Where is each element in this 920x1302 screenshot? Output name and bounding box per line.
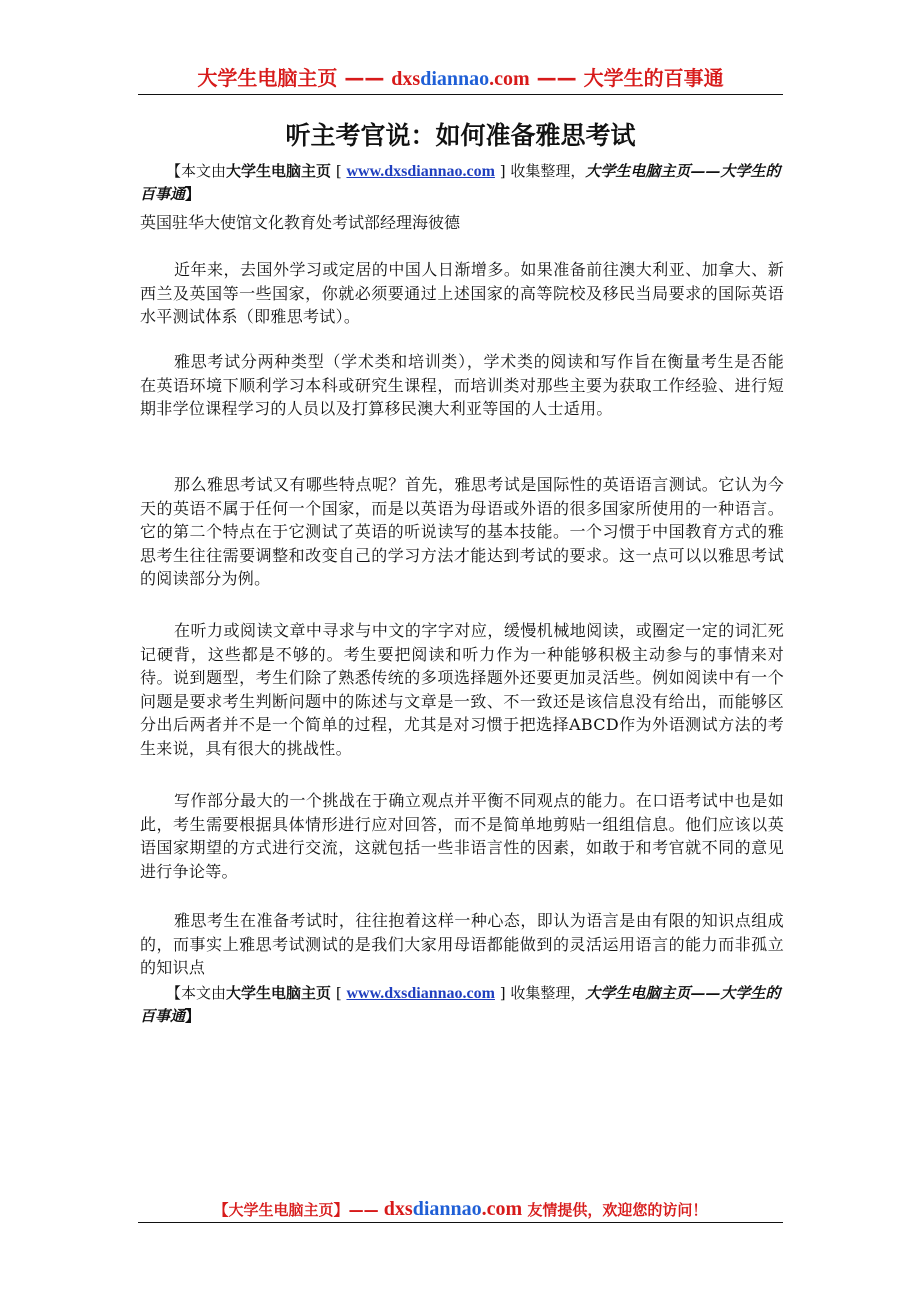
note-bracket: [ xyxy=(335,984,342,1002)
note-bracket: ] xyxy=(499,162,506,180)
paragraph: 近年来，去国外学习或定居的中国人日渐增多。如果准备前往澳大利亚、加拿大、新西兰及英国等一些国家，你就必须要通过上述国家的高等院校及移民当局要求的国际英语水平测试体系（即雅思考试）。 xyxy=(140,260,784,326)
header-domain-part-c: .com xyxy=(489,68,530,90)
source-note-bottom xyxy=(140,982,790,1028)
note-close: 】 xyxy=(185,185,201,203)
site-footer xyxy=(138,1198,783,1221)
note-brand: 大学生电脑主页 xyxy=(226,162,332,180)
header-slogan: 大学生的百事通 xyxy=(583,66,724,90)
footer-brand: 【大学生电脑主页】 xyxy=(213,1201,349,1219)
source-note-top xyxy=(140,160,790,206)
note-collected: 收集整理， xyxy=(510,162,586,180)
article-author: 英国驻华大使馆文化教育处考试部经理海彼德 xyxy=(140,213,461,232)
note-bracket: ] xyxy=(499,984,506,1002)
source-link[interactable]: www.dxsdiannao.com xyxy=(346,163,495,180)
source-link[interactable]: www.dxsdiannao.com xyxy=(346,985,495,1002)
note-collected: 收集整理， xyxy=(510,984,586,1002)
paragraph: 那么雅思考试又有哪些特点呢？首先，雅思考试是国际性的英语语言测试。它认为今天的英语不属于任何一个国家，而是以英语为母语或外语的很多国家所使用的一种语言。它的第二个特点在于它测试了英语的听说读写的基本技能。一个习惯于中国教育方式的雅思考生往往需要调整和改变自己的学习方法才能达到考试的要求。这一点可以以雅思考试的阅读部分为例。 xyxy=(140,475,784,588)
article-title: 听主考官说：如何准备雅思考试 xyxy=(285,121,636,150)
paragraph: 雅思考生在准备考试时，往往抱着这样一种心态，即认为语言是由有限的知识点组成的，而事实上雅思考试测试的是我们大家用母语都能做到的灵活运用语言的能力而非孤立的知识点 xyxy=(140,911,784,977)
header-separator: —— xyxy=(344,66,385,90)
note-close: 】 xyxy=(185,1007,201,1025)
header-domain-part-b: diannao xyxy=(420,68,490,90)
paragraph: 写作部分最大的一个挑战在于确立观点并平衡不同观点的能力。在口语考试中也是如此，考生需要根据具体情形进行应对回答，而不是简单地剪贴一组组信息。他们应该以英语国家期望的方式进行交流，这就包括一些非语言性的因素，如敢于和考官就不同的意见进行争论等。 xyxy=(140,791,784,881)
note-brand: 大学生电脑主页 xyxy=(226,984,332,1002)
note-slogan: 大学生电脑主页——大学生的百事通 xyxy=(140,162,781,203)
footer-thanks: 友情提供，欢迎您的访问！ xyxy=(527,1201,708,1219)
header-domain-part-a: dxs xyxy=(391,68,421,90)
note-open: 【本文由 xyxy=(166,162,227,180)
note-slogan: 大学生电脑主页——大学生的百事通 xyxy=(140,984,781,1025)
footer-domain-part-a: dxs xyxy=(383,1198,413,1220)
header-brand: 大学生电脑主页 xyxy=(197,66,338,90)
site-header xyxy=(138,62,783,91)
header-separator: —— xyxy=(536,66,577,90)
note-open: 【本文由 xyxy=(166,984,227,1002)
header-rule xyxy=(138,94,783,95)
paragraph: 在听力或阅读文章中寻求与中文的字字对应，缓慢机械地阅读，或圈定一定的词汇死记硬背，这些都是不够的。考生要把阅读和听力作为一种能够积极主动参与的事情来对待。说到题型，考生们除了熟悉传统的多项选择题外还要更加灵活些。例如阅读中有一个问题是要求考生判断问题中的陈述与文章是一致、不一致还是该信息没有给出，而能够区分出后两者并不是一个简单的过程，尤其是对习惯于把选择ABCD作为外语测试方法的考生来说，具有很大的挑战性。 xyxy=(140,621,784,758)
footer-rule xyxy=(138,1222,783,1223)
note-bracket: [ xyxy=(335,162,342,180)
footer-separator: —— xyxy=(348,1201,379,1219)
footer-domain-part-b: diannao xyxy=(412,1198,482,1220)
footer-domain-part-c: .com xyxy=(481,1198,523,1220)
paragraph: 雅思考试分两种类型（学术类和培训类），学术类的阅读和写作旨在衡量考生是否能在英语环境下顺利学习本科或研究生课程，而培训类对那些主要为获取工作经验、进行短期非学位课程学习的人员以及打算移民澳大利亚等国的人士适用。 xyxy=(140,352,784,418)
